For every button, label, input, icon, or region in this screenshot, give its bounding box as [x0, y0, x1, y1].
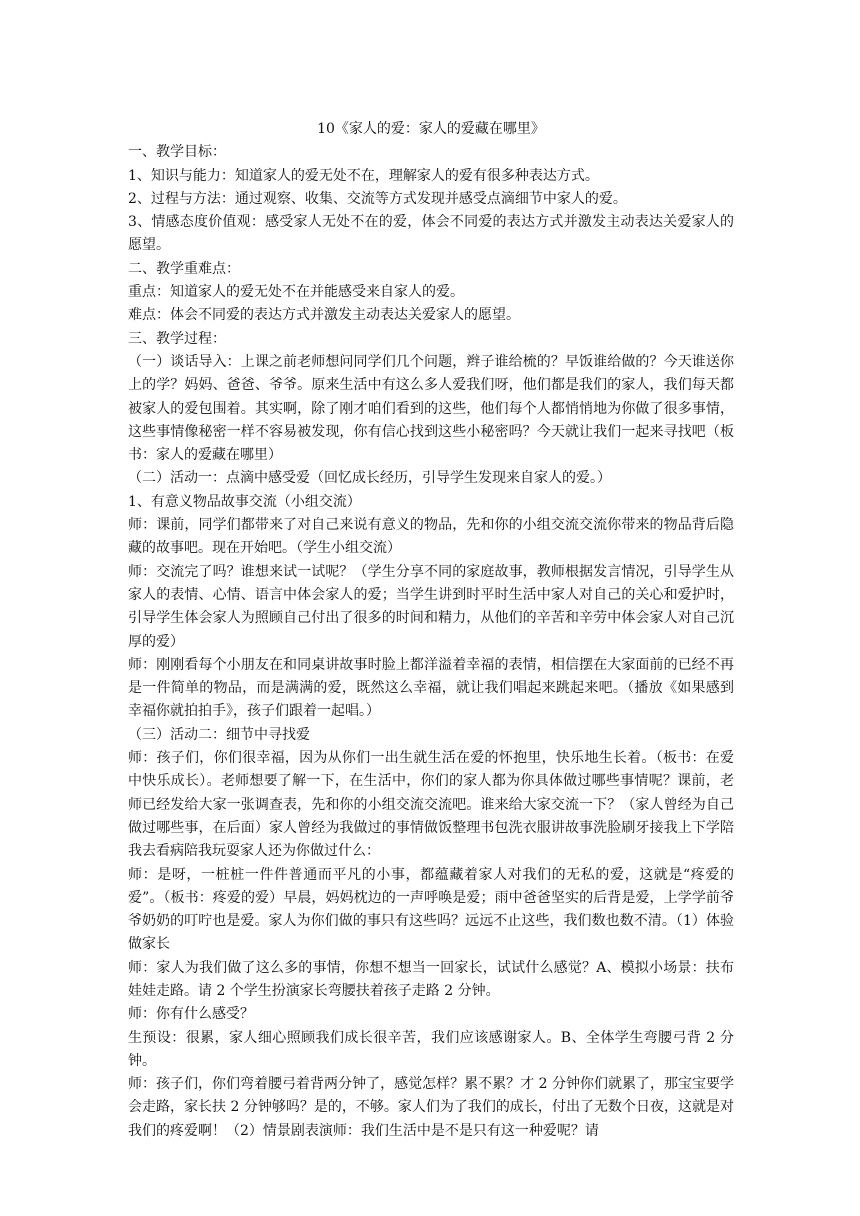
paragraph-teacher-parent-role: 师：家人为我们做了这么多的事情，你想不想当一回家长，试试什么感觉？A、模拟小场景：扶布娃娃走路。请 2 个学生扮演家长弯腰扶着孩子走路 2 分钟。	[128, 959, 734, 999]
paragraph-student-expectation: 生预设：很累，家人细心照顾我们成长很辛苦，我们应该感谢家人。B、全体学生弯腰弓背 2 分钟。	[128, 1029, 734, 1069]
paragraph-teacher-question: 师：你有什么感受？	[128, 1006, 254, 1023]
activity-two-heading: （三）活动二：细节中寻找爱	[128, 726, 310, 743]
section-heading-process: 三、教学过程：	[128, 330, 226, 347]
paragraph-teacher-objects: 师：课前，同学们都带来了对自己来说有意义的物品，先和你的小组交流交流你带来的物品背后隐藏的故事吧。现在开始吧。（学生小组交流）	[128, 517, 734, 557]
section-heading-key-points: 二、教学重难点：	[128, 260, 240, 277]
document-page	[128, 118, 734, 1143]
paragraph-teacher-survey: 师：孩子们，你们很幸福，因为从你们一出生就生活在爱的怀抱里，快乐地生长着。（板书：在爱中快乐成长）。老师想要了解一下，在生活中，你们的家人都为你具体做过哪些事情呢？课前，老师已经发给大家一张调查表，先和你的小组交流交流吧。谁来给大家交流一下？（家人曾经为自己做过哪些事，在后面）家人曾经为我做过的事情做饭整理书包洗衣服讲故事洗脸刷牙接我上下学陪我去看病陪我玩耍家人还为你做过什么：	[128, 750, 734, 860]
paragraph-introduction: （一）谈话导入：上课之前老师想问同学们几个问题，辫子谁给梳的？早饭谁给做的？今天谁送你上的学？妈妈、爸爸、爷爷。原来生活中有这么多人爱我们呀，他们都是我们的家人，我们每天都被家人的爱包围着。其实啊，除了刚才咱们看到的这些，他们每个人都悄悄地为你做了很多事情，这些事情像秘密一样不容易被发现，你有信心找到这些小秘密吗？今天就让我们一起来寻找吧（板书：家人的爱藏在哪里）	[128, 353, 734, 464]
key-point: 重点：知道家人的爱无处不在并能感受来自家人的爱。	[128, 284, 464, 301]
paragraph-teacher-share: 师：交流完了吗？谁想来试一试呢？（学生分享不同的家庭故事，教师根据发言情况，引导学生从家人的表情、心情、语言中体会家人的爱；当学生讲到时平时生活中家人对自己的关心和爱护时，引导学生体会家人为照顾自己付出了很多的时间和精力，从他们的辛苦和辛劳中体会家人对自己沉厚的爱）	[128, 563, 734, 650]
document-title: 10《家人的爱：家人的爱藏在哪里》	[317, 121, 545, 137]
difficult-point: 难点：体会不同爱的表达方式并激发主动表达关爱家人的愿望。	[128, 307, 520, 324]
objective-process: 2、过程与方法：通过观察、收集、交流等方式发现并感受点滴细节中家人的爱。	[128, 190, 627, 207]
objective-knowledge: 1、知识与能力：知道家人的爱无处不在，理解家人的爱有很多种表达方式。	[128, 167, 599, 184]
activity-one-heading: （二）活动一：点滴中感受爱（回忆成长经历，引导学生发现来自家人的爱。）	[128, 470, 611, 487]
objective-attitude: 3、情感态度价值观：感受家人无处不在的爱，体会不同爱的表达方式并激发主动表达关爱家人的愿望。	[128, 214, 734, 254]
paragraph-teacher-song: 师：刚刚看每个小朋友在和同桌讲故事时脸上都洋溢着幸福的表情，相信摆在大家面前的已经不再是一件简单的物品，而是满满的爱，既然这么幸福，就让我们唱起来跳起来吧。（播放《如果感到幸福你就拍拍手》，孩子们跟着一起唱。）	[128, 656, 734, 720]
paragraph-teacher-love: 师：是呀，一桩桩一件件普通而平凡的小事，都蕴藏着家人对我们的无私的爱，这就是“疼爱的爱”。（板书：疼爱的爱）早晨，妈妈枕边的一声呼唤是爱；雨中爸爸坚实的后背是爱，上学学前爷爷奶奶的叮咛也是爱。家人为你们做的事只有这些吗？远远不止这些，我们数也数不清。（1）体验做家长	[128, 866, 734, 953]
paragraph-teacher-reflection: 师：孩子们，你们弯着腰弓着背两分钟了，感觉怎样？累不累？才 2 分钟你们就累了，那宝宝要学会走路，家长扶 2 分钟够吗？是的，不够。家人们为了我们的成长，付出了无数个日夜，这就是对我们的疼爱啊！（2）情景剧表演师：我们生活中是不是只有这一种爱呢？请	[128, 1076, 734, 1139]
activity-one-subheading: 1、有意义物品故事交流（小组交流）	[128, 493, 361, 510]
section-heading-objectives: 一、教学目标：	[128, 144, 226, 161]
